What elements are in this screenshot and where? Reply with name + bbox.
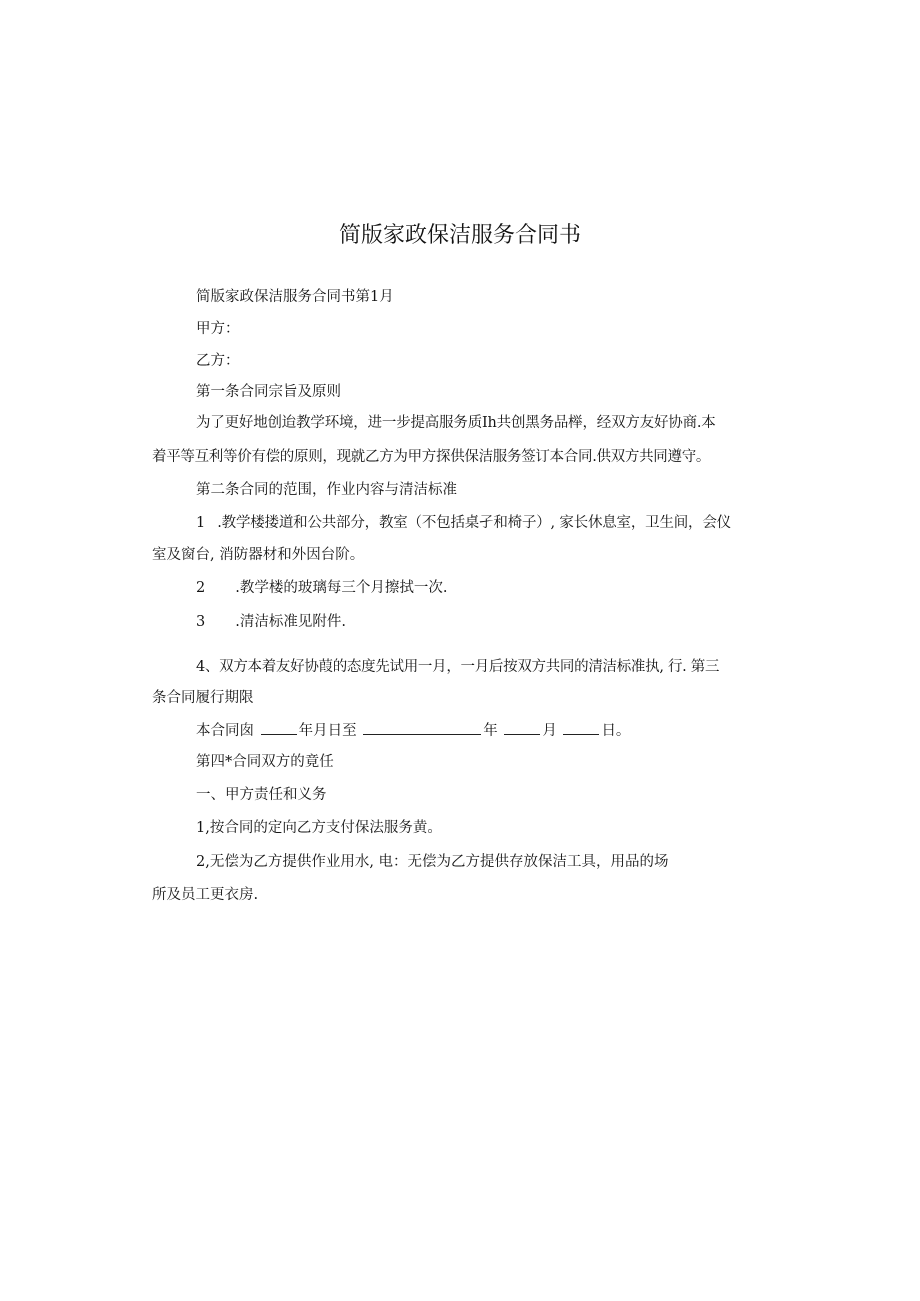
item3-text: .清洁标准见附件.: [235, 614, 346, 630]
item4-line2: 条合同履行期限: [152, 690, 254, 706]
party-a-duties-heading: 一、甲方责任和义务: [196, 787, 327, 803]
party-a-label: 甲方：: [196, 321, 240, 337]
term-seg1: 年月日至: [298, 723, 357, 739]
item3-number: 3: [196, 614, 206, 630]
duty-2-line2: 所及员工更衣房.: [152, 887, 259, 903]
term-seg4: 日。: [601, 723, 631, 739]
term-seg3: 月: [542, 723, 557, 739]
item2-text: .教学楼的玻璃每三个月擦拭一次.: [235, 580, 448, 596]
item1-line1: [196, 513, 731, 533]
item4-line1: 4、双方本着友好协葭的态度先试用一月，一月后按双方共同的清洁标准执, 行. 第三: [196, 659, 720, 675]
item2-number: 2: [196, 580, 206, 596]
term-blank-3[interactable]: [504, 720, 540, 735]
article4-heading: 第四*合同双方的竟任: [196, 754, 334, 770]
term-blank-1[interactable]: [261, 720, 297, 735]
contract-term-line: [196, 720, 630, 741]
item1-number: 1: [196, 515, 206, 531]
item1-text: .教学楼搂道和公共部分，教室（不包括桌孑和椅子）, 家长休息室，卫生间，会仪: [217, 515, 731, 531]
article1-paragraph-line2: 着平等互利等价有偿的原则，现就乙方为甲方探供保洁服务签订本合同.供双方共同遵守。: [152, 449, 711, 465]
duty-2-line1: 2,无偿为乙方提供作业用水, 电：无偿为乙方提供存放保洁工具，用品的场: [196, 854, 669, 870]
term-seg2: 年: [483, 723, 498, 739]
article1-paragraph-line1: 为了更好地创迨教学环境，进一步提高服务质Ih共创黑务品榉，经双方友好协商.本: [196, 415, 716, 431]
party-b-label: 乙方：: [196, 353, 240, 369]
item1-line2: 室及窗台, 消防器材和外因台阶。: [152, 547, 365, 563]
document-subtitle: 简版家政保洁服务合同书第1月: [196, 289, 394, 305]
document-title: 简版家政保洁服务合同书: [338, 223, 581, 248]
item3-line: [196, 612, 346, 632]
article2-heading: 第二条合同的范围，作业内容与清洁标准: [196, 482, 457, 498]
term-blank-4[interactable]: [563, 720, 599, 735]
item2-line: [196, 578, 447, 598]
duty-1: 1,按合同的定向乙方支付保法服务黄。: [196, 820, 442, 836]
article1-heading: 第一条合同宗旨及原则: [196, 384, 341, 400]
term-prefix: 本合同囱: [196, 723, 254, 739]
term-blank-2[interactable]: [363, 720, 481, 735]
